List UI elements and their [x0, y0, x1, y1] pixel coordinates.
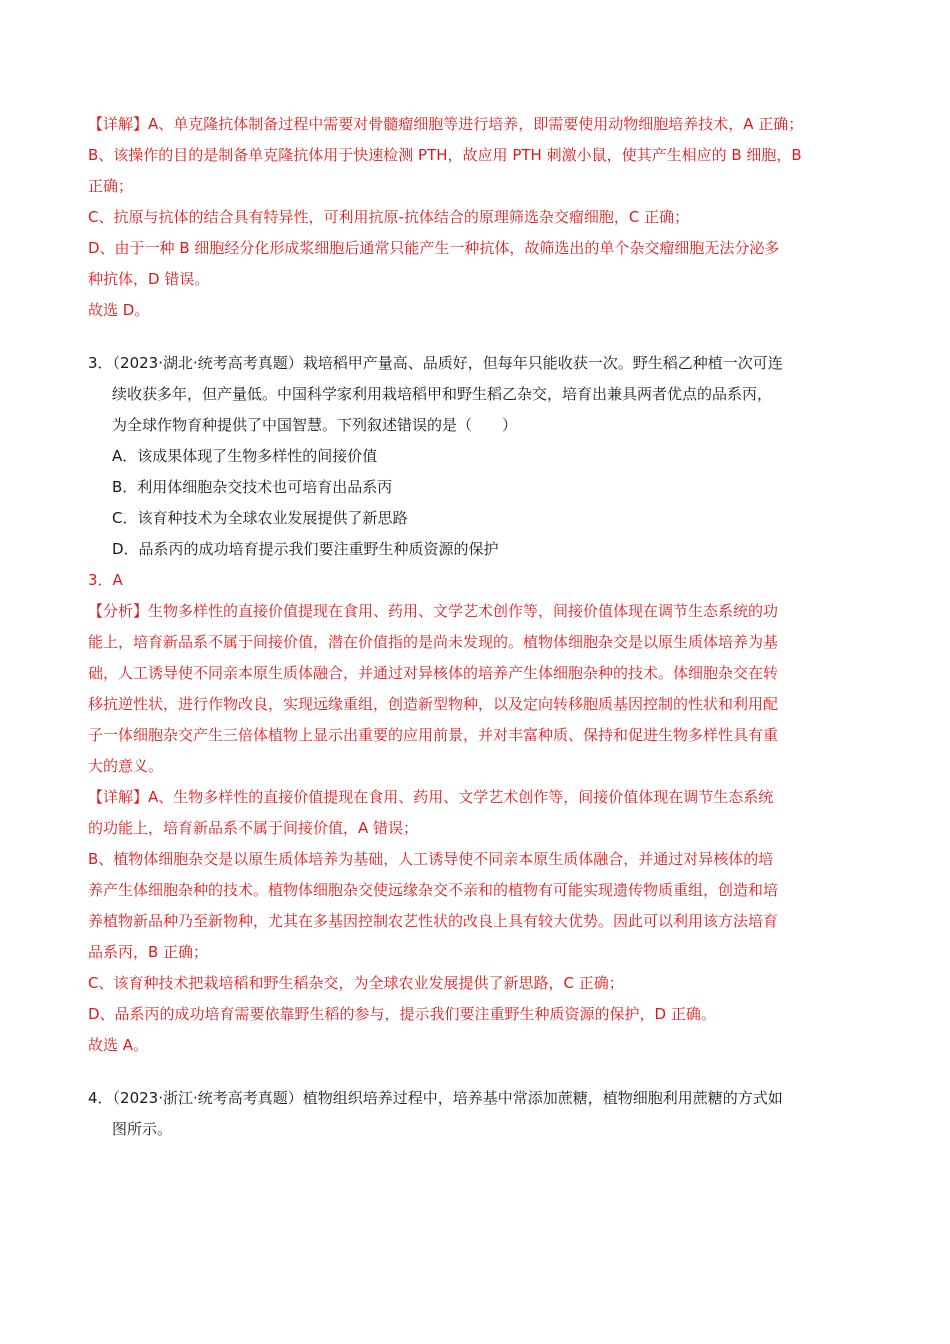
- analysis-line: 子一体细胞杂交产生三倍体植物上显示出重要的应用前景，并对丰富种质、保持和促进生物多样性具有重: [88, 726, 779, 744]
- detail-line: B、该操作的目的是制备单克隆抗体用于快速检测 PTH，故应用 PTH 刺激小鼠，使其产生相应的 B 细胞，B: [88, 146, 802, 164]
- analysis-line: 础，人工诱导使不同亲本原生质体融合，并通过对异核体的培养产生体细胞杂种的技术。体细胞杂交在转: [88, 664, 779, 682]
- question-stem-line: 4．（2023·浙江·统考高考真题）植物组织培养过程中，培养基中常添加蔗糖，植物细胞利用蔗糖的方式如: [88, 1089, 783, 1107]
- detail-line: 养植物新品种乃至新物种，尤其在多基因控制农艺性状的改良上具有较大优势。因此可以利用该方法培育: [88, 912, 779, 930]
- answer-2-explanation: [88, 109, 863, 326]
- question-stem-line: 3．（2023·湖北·统考高考真题）栽培稻甲产量高、品质好，但每年只能收获一次。野生稻乙种植一次可连: [88, 354, 783, 372]
- analysis-line: 【分析】生物多样性的直接价值提现在食用、药用、文学艺术创作等，间接价值体现在调节生态系统的功: [88, 602, 779, 620]
- conclusion-line: 故选 A。: [88, 1036, 149, 1054]
- analysis-block: [88, 596, 863, 782]
- detail-line: 【详解】A、单克隆抗体制备过程中需要对骨髓瘤细胞等进行培养，即需要使用动物细胞培养技术，A 正确；: [88, 115, 804, 133]
- question-4: [88, 1083, 863, 1145]
- question-stem-line: 图所示。: [112, 1120, 173, 1138]
- answer-key: 3．A: [88, 571, 123, 589]
- detail-line: 的功能上，培育新品系不属于间接价值，A 错误；: [88, 819, 419, 837]
- option-c: C．该育种技术为全球农业发展提供了新思路: [112, 509, 408, 527]
- option-d: D．品系丙的成功培育提示我们要注重野生种质资源的保护: [112, 540, 499, 558]
- conclusion-line: 故选 D。: [88, 301, 150, 319]
- analysis-line: 移抗逆性状，进行作物改良，实现远缘重组，创造新型物种，以及定向转移胞质基因控制的性状和利用配: [88, 695, 779, 713]
- detail-line: D、由于一种 B 细胞经分化形成浆细胞后通常只能产生一种抗体，故筛选出的单个杂交瘤细胞无法分泌多: [88, 239, 780, 257]
- question-3: [88, 348, 863, 1061]
- detail-line: 种抗体，D 错误。: [88, 270, 210, 288]
- option-b: B．利用体细胞杂交技术也可培育出品系丙: [112, 478, 393, 496]
- detail-line: D、品系丙的成功培育需要依靠野生稻的参与，提示我们要注重野生种质资源的保护，D 正确。: [88, 1005, 716, 1023]
- detail-line: 养产生体细胞杂种的技术。植物体细胞杂交使远缘杂交不亲和的植物有可能实现遗传物质重组，创造和培: [88, 881, 779, 899]
- question-stem-line: 为全球作物育种提供了中国智慧。下列叙述错误的是（ ）: [112, 416, 518, 434]
- option-a: A．该成果体现了生物多样性的间接价值: [112, 447, 378, 465]
- detail-block: [88, 782, 863, 1061]
- analysis-line: 大的意义。: [88, 757, 164, 775]
- analysis-line: 能上，培育新品系不属于间接价值，潜在价值指的是尚未发现的。植物体细胞杂交是以原生质体培养为基: [88, 633, 779, 651]
- detail-line: C、该育种技术把栽培稻和野生稻杂交，为全球农业发展提供了新思路，C 正确；: [88, 974, 624, 992]
- detail-line: 【详解】A、生物多样性的直接价值提现在食用、药用、文学艺术创作等，间接价值体现在调节生态系统: [88, 788, 774, 806]
- detail-line: 品系丙，B 正确；: [88, 943, 209, 961]
- document-page: [88, 109, 863, 1145]
- detail-line: B、植物体细胞杂交是以原生质体培养为基础，人工诱导使不同亲本原生质体融合，并通过对异核体的培: [88, 850, 774, 868]
- detail-line: 正确；: [88, 177, 134, 195]
- detail-line: C、抗原与抗体的结合具有特异性，可利用抗原-抗体结合的原理筛选杂交瘤细胞，C 正确；: [88, 208, 690, 226]
- question-stem-line: 续收获多年，但产量低。中国科学家利用栽培稻甲和野生稻乙杂交，培育出兼具两者优点的品系丙，: [112, 385, 773, 403]
